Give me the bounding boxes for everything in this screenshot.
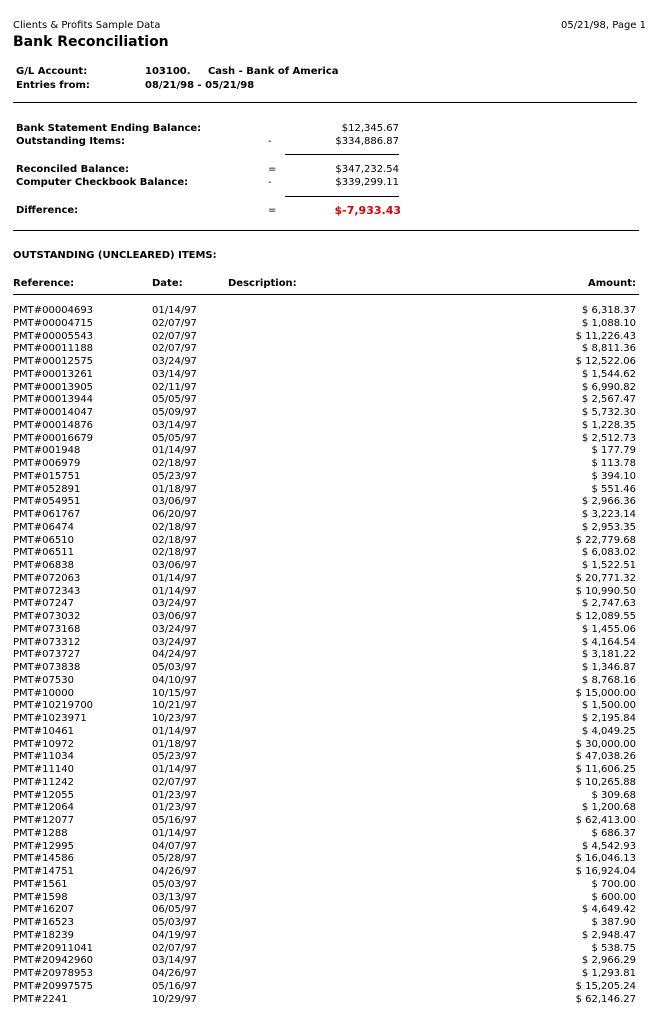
row-reference: PMT#11140 [13, 764, 74, 775]
row-amount: $ 1,544.62 [581, 368, 636, 380]
row-reference: PMT#2241 [13, 993, 68, 1005]
table-row [0, 688, 654, 701]
row-amount: $ 177.79 [591, 445, 636, 457]
row-reference: PMT#1023971 [13, 713, 87, 724]
row-reference: PMT#1561 [13, 878, 68, 890]
row-amount: $ 8,768.16 [581, 674, 636, 686]
row-reference: PMT#073838 [13, 662, 81, 673]
table-row [0, 458, 654, 471]
row-date: 03/14/97 [152, 368, 197, 380]
table-row [0, 598, 654, 611]
table-row [0, 509, 654, 522]
row-reference: PMT#12077 [13, 815, 74, 826]
row-date: 02/11/97 [152, 381, 197, 393]
table-row [0, 611, 654, 624]
row-date: 03/14/97 [152, 955, 197, 967]
row-date: 06/05/97 [152, 904, 197, 916]
row-date: 01/14/97 [152, 585, 197, 597]
row-date: 01/14/97 [152, 572, 197, 584]
row-date: 05/05/97 [152, 394, 197, 406]
row-amount: $ 4,542.93 [581, 840, 636, 852]
row-amount: $ 2,953.35 [581, 521, 636, 533]
row-amount: $ 30,000.00 [575, 738, 636, 750]
table-row [0, 573, 654, 586]
table-row [0, 700, 654, 713]
row-reference: PMT#054951 [13, 496, 81, 508]
row-amount: $ 387.90 [591, 917, 636, 928]
row-date: 04/07/97 [152, 840, 197, 852]
row-amount: $ 309.68 [591, 789, 636, 801]
row-reference: PMT#00013944 [13, 394, 94, 406]
row-reference: PMT#00014876 [13, 419, 94, 431]
reconciled-balance-value: $347,232.54 [335, 164, 399, 175]
row-date: 01/18/97 [152, 738, 197, 750]
row-amount: $ 686.37 [591, 827, 636, 839]
row-date: 06/20/97 [152, 509, 197, 520]
table-row [0, 675, 654, 688]
row-date: 01/14/97 [152, 827, 197, 839]
row-amount: $ 12,522.06 [575, 356, 636, 367]
row-date: 01/23/97 [152, 802, 197, 814]
table-row [0, 764, 654, 777]
row-date: 05/03/97 [152, 917, 197, 928]
table-row [0, 866, 654, 879]
table-row [0, 586, 654, 599]
table-row [0, 637, 654, 650]
row-reference: PMT#06511 [13, 547, 74, 559]
row-reference: PMT#10000 [13, 687, 74, 699]
column-header-reference: Reference: [13, 278, 75, 289]
table-row [0, 943, 654, 956]
table-row [0, 892, 654, 905]
table-row [0, 713, 654, 726]
row-date: 01/14/97 [152, 305, 197, 316]
row-reference: PMT#12064 [13, 802, 74, 814]
row-date: 02/07/97 [152, 776, 197, 788]
row-amount: $ 3,181.22 [581, 649, 636, 661]
difference-value: $-7,933.43 [334, 204, 401, 217]
subtotal-rule [285, 196, 399, 197]
outstanding-items-list [0, 305, 654, 1006]
outstanding-items-value: $334,886.87 [335, 136, 399, 147]
bank-statement-value: $12,345.67 [341, 123, 399, 134]
checkbook-balance-value: $339,299.11 [335, 177, 399, 188]
row-date: 05/09/97 [152, 407, 197, 418]
row-date: 01/14/97 [152, 445, 197, 457]
column-header-date: Date: [152, 278, 183, 289]
row-reference: PMT#006979 [13, 458, 81, 469]
row-reference: PMT#015751 [13, 470, 81, 482]
row-reference: PMT#073168 [13, 623, 81, 635]
row-reference: PMT#1288 [13, 827, 68, 839]
row-amount: $ 1,346.87 [581, 662, 636, 673]
table-row [0, 828, 654, 841]
row-date: 03/06/97 [152, 611, 197, 622]
difference-label: Difference: [16, 205, 79, 216]
row-amount: $ 11,226.43 [575, 330, 636, 342]
row-reference: PMT#001948 [13, 445, 81, 457]
row-amount: $ 700.00 [591, 878, 636, 890]
divider [13, 294, 639, 295]
row-reference: PMT#00011188 [13, 343, 94, 355]
row-reference: PMT#07530 [13, 674, 74, 686]
row-date: 01/14/97 [152, 764, 197, 775]
reconciled-operator: = [268, 164, 277, 175]
row-reference: PMT#20911041 [13, 942, 94, 954]
row-date: 10/29/97 [152, 993, 197, 1005]
table-row [0, 739, 654, 752]
row-date: 02/07/97 [152, 942, 197, 954]
table-row [0, 815, 654, 828]
row-reference: PMT#10461 [13, 725, 74, 737]
row-amount: $ 2,948.47 [581, 929, 636, 941]
row-date: 02/18/97 [152, 458, 197, 469]
table-row [0, 751, 654, 764]
row-amount: $ 47,038.26 [575, 751, 636, 763]
outstanding-operator: - [268, 136, 272, 147]
row-date: 01/14/97 [152, 725, 197, 737]
row-date: 05/28/97 [152, 853, 197, 865]
table-row [0, 484, 654, 497]
column-header-amount: Amount: [587, 278, 636, 289]
row-date: 01/23/97 [152, 789, 197, 801]
row-date: 02/07/97 [152, 317, 197, 329]
row-reference: PMT#00013905 [13, 381, 94, 393]
row-reference: PMT#00005543 [13, 330, 94, 342]
row-date: 04/10/97 [152, 674, 197, 686]
row-date: 04/26/97 [152, 968, 197, 979]
row-reference: PMT#06474 [13, 521, 74, 533]
divider [13, 102, 637, 103]
row-date: 03/24/97 [152, 356, 197, 367]
row-amount: $ 113.78 [591, 458, 636, 469]
table-row [0, 649, 654, 662]
row-date: 05/03/97 [152, 878, 197, 890]
row-amount: $ 2,512.73 [581, 432, 636, 444]
row-reference: PMT#00016679 [13, 432, 94, 444]
table-row [0, 547, 654, 560]
table-row [0, 331, 654, 344]
row-amount: $ 2,966.36 [581, 496, 636, 508]
table-row [0, 407, 654, 420]
table-row [0, 535, 654, 548]
row-amount: $ 1,293.81 [581, 968, 636, 979]
table-row [0, 560, 654, 573]
row-reference: PMT#072063 [13, 572, 81, 584]
row-reference: PMT#00004715 [13, 317, 94, 329]
row-reference: PMT#20978953 [13, 968, 94, 979]
row-amount: $ 6,083.02 [581, 547, 636, 559]
bank-statement-label: Bank Statement Ending Balance: [16, 123, 202, 134]
row-amount: $ 62,146.27 [575, 993, 636, 1005]
row-amount: $ 1,500.00 [581, 700, 636, 712]
table-row [0, 968, 654, 981]
row-amount: $ 2,966.29 [581, 955, 636, 967]
row-amount: $ 538.75 [591, 942, 636, 954]
row-date: 04/24/97 [152, 649, 197, 661]
row-reference: PMT#11242 [13, 776, 74, 788]
divider [13, 230, 639, 231]
report-title: Bank Reconciliation [13, 34, 169, 50]
table-row [0, 790, 654, 803]
row-amount: $ 10,990.50 [575, 585, 636, 597]
row-reference: PMT#11034 [13, 751, 74, 763]
row-amount: $ 11,606.25 [575, 764, 636, 775]
row-amount: $ 1,455.06 [581, 623, 636, 635]
row-date: 03/14/97 [152, 419, 197, 431]
row-reference: PMT#12995 [13, 840, 74, 852]
row-reference: PMT#10972 [13, 738, 74, 750]
row-date: 03/06/97 [152, 496, 197, 508]
row-amount: $ 4,649.42 [581, 904, 636, 916]
row-date: 03/13/97 [152, 891, 197, 903]
table-row [0, 369, 654, 382]
table-row [0, 917, 654, 930]
row-date: 05/16/97 [152, 815, 197, 826]
row-amount: $ 4,164.54 [581, 636, 636, 648]
table-row [0, 955, 654, 968]
row-amount: $ 2,195.84 [581, 713, 636, 724]
row-date: 05/16/97 [152, 980, 197, 992]
row-amount: $ 1,088.10 [581, 317, 636, 329]
row-date: 05/23/97 [152, 470, 197, 482]
entries-from-label: Entries from: [16, 80, 90, 91]
row-date: 05/03/97 [152, 662, 197, 673]
row-reference: PMT#07247 [13, 598, 74, 610]
table-row [0, 777, 654, 790]
row-reference: PMT#00014047 [13, 407, 94, 418]
table-row [0, 904, 654, 917]
row-reference: PMT#14751 [13, 866, 74, 877]
row-date: 04/26/97 [152, 866, 197, 877]
row-date: 03/06/97 [152, 560, 197, 571]
row-amount: $ 6,990.82 [581, 381, 636, 393]
row-amount: $ 394.10 [591, 470, 636, 482]
table-row [0, 802, 654, 815]
row-date: 05/05/97 [152, 432, 197, 444]
table-row [0, 343, 654, 356]
row-reference: PMT#16207 [13, 904, 74, 916]
row-reference: PMT#073312 [13, 636, 81, 648]
row-amount: $ 1,228.35 [581, 419, 636, 431]
reconciled-balance-label: Reconciled Balance: [16, 164, 129, 175]
table-row [0, 994, 654, 1007]
company-name: Clients & Profits Sample Data [13, 20, 161, 31]
table-row [0, 394, 654, 407]
row-date: 04/19/97 [152, 929, 197, 941]
row-amount: $ 10,265.88 [575, 776, 636, 788]
row-date: 10/23/97 [152, 713, 197, 724]
row-amount: $ 600.00 [591, 891, 636, 903]
table-row [0, 471, 654, 484]
table-row [0, 433, 654, 446]
row-reference: PMT#20942960 [13, 955, 94, 967]
gl-account-value: 103100. Cash - Bank of America [145, 66, 339, 77]
table-row [0, 356, 654, 369]
table-row [0, 662, 654, 675]
table-row [0, 522, 654, 535]
row-amount: $ 62,413.00 [575, 815, 636, 826]
row-reference: PMT#073727 [13, 649, 81, 661]
checkbook-balance-label: Computer Checkbook Balance: [16, 177, 189, 188]
table-row [0, 981, 654, 994]
row-reference: PMT#00013261 [13, 368, 94, 380]
difference-operator: = [268, 205, 277, 216]
row-reference: PMT#1598 [13, 891, 68, 903]
row-amount: $ 6,318.37 [581, 305, 636, 316]
table-row [0, 726, 654, 739]
table-row [0, 318, 654, 331]
row-reference: PMT#052891 [13, 483, 81, 495]
row-amount: $ 8,811.36 [581, 343, 636, 355]
outstanding-section-title: OUTSTANDING (UNCLEARED) ITEMS: [13, 250, 217, 261]
outstanding-items-label: Outstanding Items: [16, 136, 125, 147]
row-amount: $ 1,522.51 [581, 560, 636, 571]
row-reference: PMT#18239 [13, 929, 74, 941]
column-header-description: Description: [228, 278, 297, 289]
row-amount: $ 15,000.00 [575, 687, 636, 699]
row-date: 02/18/97 [152, 521, 197, 533]
row-amount: $ 12,089.55 [575, 611, 636, 622]
row-reference: PMT#12055 [13, 789, 74, 801]
table-row [0, 382, 654, 395]
row-reference: PMT#00012575 [13, 356, 94, 367]
row-amount: $ 2,567.47 [581, 394, 636, 406]
row-amount: $ 2,747.63 [581, 598, 636, 610]
row-amount: $ 4,049.25 [581, 725, 636, 737]
table-row [0, 305, 654, 318]
row-amount: $ 551.46 [591, 483, 636, 495]
row-reference: PMT#06510 [13, 534, 74, 546]
row-amount: $ 3,223.14 [581, 509, 636, 520]
row-amount: $ 20,771.32 [575, 572, 636, 584]
table-row [0, 496, 654, 509]
row-reference: PMT#00004693 [13, 305, 94, 316]
row-date: 10/21/97 [152, 700, 197, 712]
table-row [0, 853, 654, 866]
row-date: 02/18/97 [152, 547, 197, 559]
table-row [0, 879, 654, 892]
row-date: 03/24/97 [152, 598, 197, 610]
report-date-page: 05/21/98, Page 1 [560, 20, 646, 31]
row-reference: PMT#072343 [13, 585, 81, 597]
table-row [0, 841, 654, 854]
row-reference: PMT#16523 [13, 917, 74, 928]
row-amount: $ 5,732.30 [581, 407, 636, 418]
row-amount: $ 1,200.68 [581, 802, 636, 814]
row-date: 01/18/97 [152, 483, 197, 495]
row-date: 10/15/97 [152, 687, 197, 699]
row-date: 02/07/97 [152, 330, 197, 342]
row-amount: $ 16,046.13 [575, 853, 636, 865]
row-reference: PMT#10219700 [13, 700, 94, 712]
row-date: 05/23/97 [152, 751, 197, 763]
table-row [0, 420, 654, 433]
row-reference: PMT#20997575 [13, 980, 94, 992]
row-date: 03/24/97 [152, 636, 197, 648]
table-row [0, 624, 654, 637]
entries-from-value: 08/21/98 - 05/21/98 [145, 80, 255, 91]
row-date: 02/18/97 [152, 534, 197, 546]
row-reference: PMT#061767 [13, 509, 81, 520]
row-date: 03/24/97 [152, 623, 197, 635]
row-reference: PMT#06838 [13, 560, 74, 571]
gl-account-label: G/L Account: [16, 66, 88, 77]
row-amount: $ 22,779.68 [575, 534, 636, 546]
table-row [0, 930, 654, 943]
row-amount: $ 16,924.04 [575, 866, 636, 877]
row-reference: PMT#073032 [13, 611, 81, 622]
subtotal-rule [285, 154, 399, 155]
row-date: 02/07/97 [152, 343, 197, 355]
table-row [0, 445, 654, 458]
checkbook-operator: - [268, 177, 272, 188]
row-amount: $ 15,205.24 [575, 980, 636, 992]
row-reference: PMT#14586 [13, 853, 74, 865]
